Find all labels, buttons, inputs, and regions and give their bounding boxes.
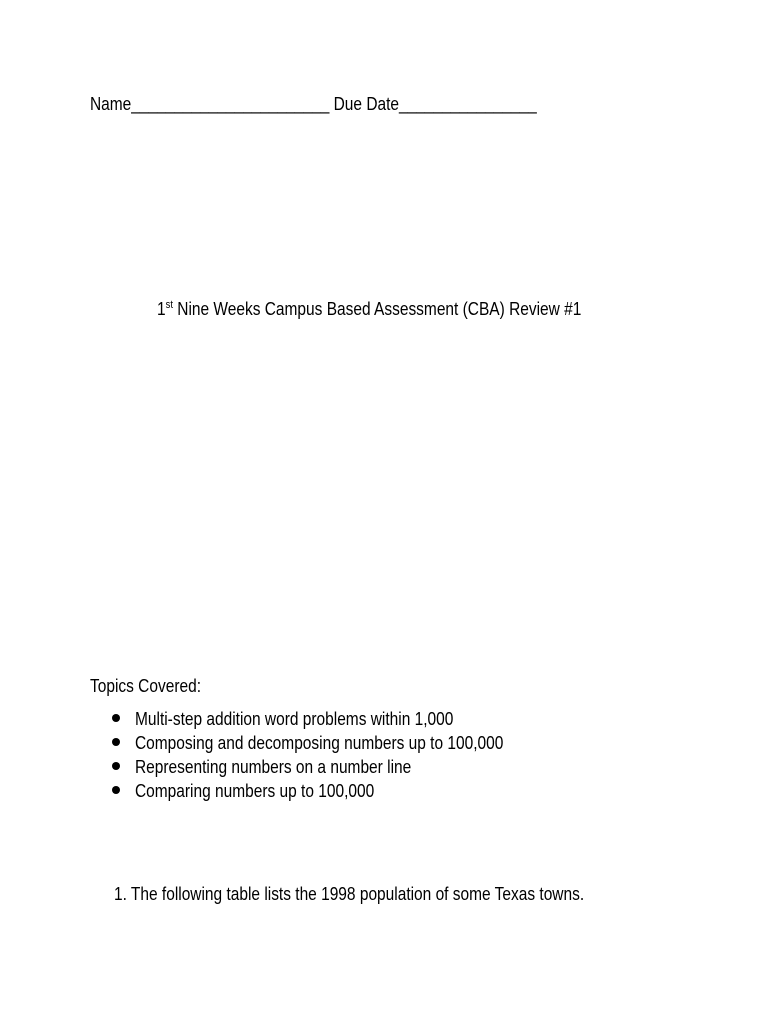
question-number: 1. [114, 884, 127, 904]
question-1 [114, 883, 584, 905]
name-label: Name [90, 94, 132, 114]
bullet-icon [112, 762, 120, 770]
bullet-icon [112, 786, 120, 794]
topic-text: Multi-step addition word problems within 1,000 [135, 709, 454, 729]
bullet-icon [112, 714, 120, 722]
title-text: Nine Weeks Campus Based Assessment (CBA) Review #1 [172, 299, 582, 319]
topics-heading: Topics Covered: [90, 676, 201, 696]
topic-text: Composing and decomposing numbers up to 100,000 [135, 733, 504, 753]
title-ordinal-suffix: st [165, 299, 173, 311]
header-name-due-line [90, 93, 537, 115]
bullet-icon [112, 738, 120, 746]
due-date-label: Due Date [333, 94, 400, 114]
topic-text: Comparing numbers up to 100,000 [135, 781, 375, 801]
question-text: The following table lists the 1998 population of some Texas towns. [126, 884, 585, 904]
document-title [157, 298, 581, 320]
name-blank: _______________________ [131, 94, 330, 114]
topic-text: Representing numbers on a number line [135, 757, 412, 777]
due-date-blank: ________________ [399, 94, 537, 114]
title-ordinal-number: 1 [157, 299, 166, 319]
